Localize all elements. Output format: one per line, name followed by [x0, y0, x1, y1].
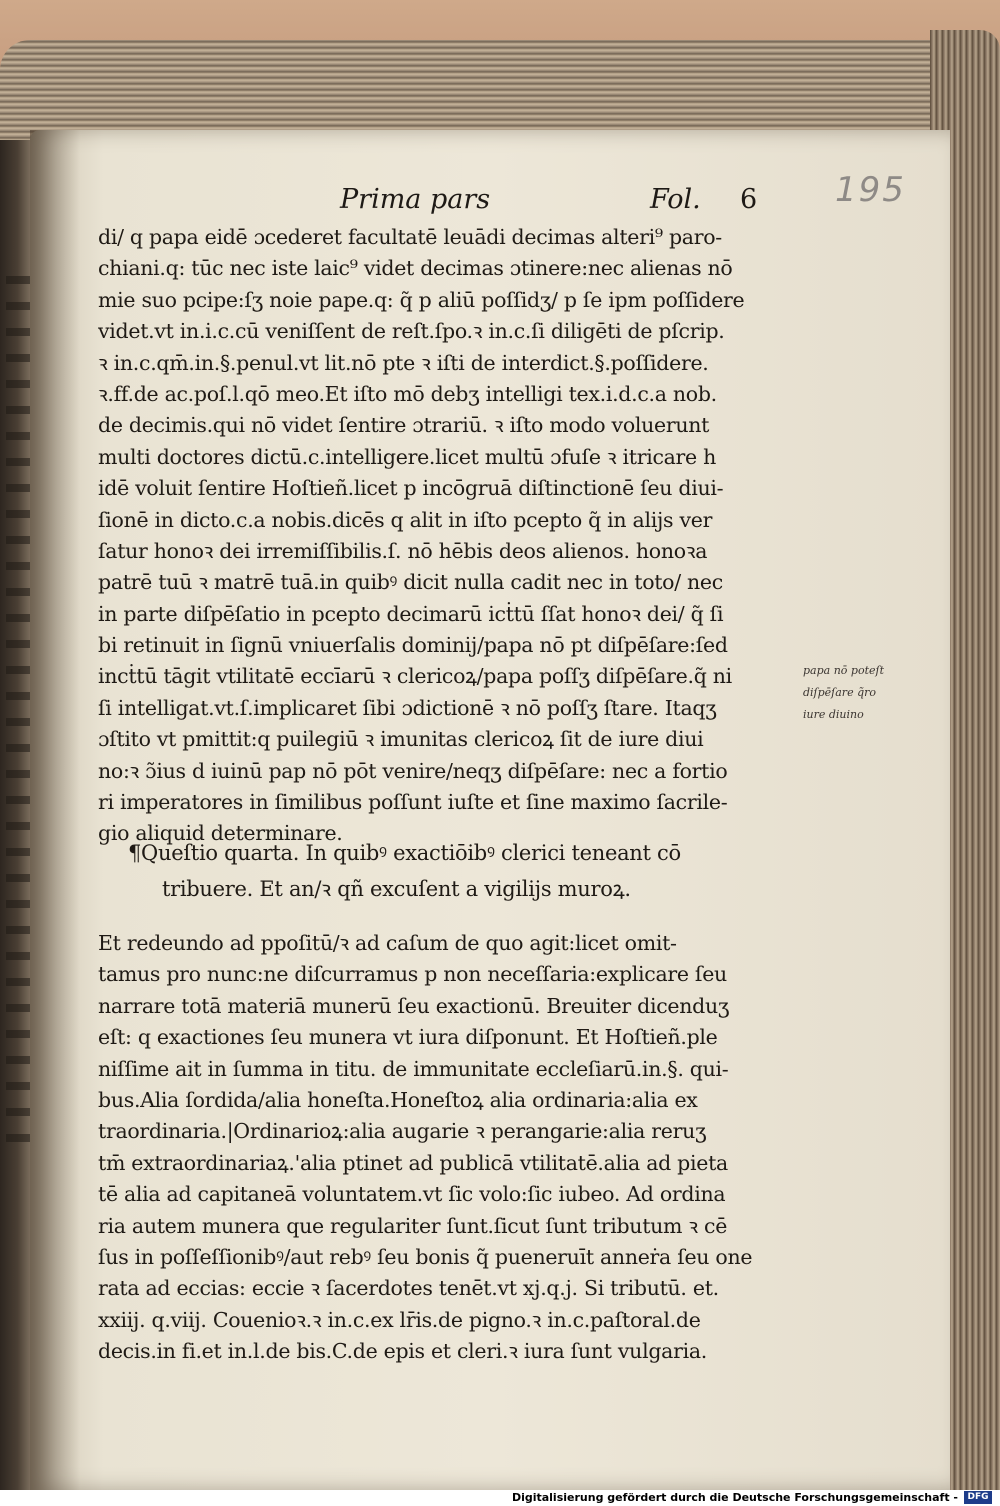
text-line: ꝛ.ff.de ac.poſ.l.qō meo.Et iſto mō debʒ intelligi tex.i.d.c.a nob.: [98, 381, 717, 406]
text-line: ſi intelligat.vt.ſ.implicaret ſibi ɔdictionē ꝛ nō poſſʒ ſtare. Itaqʒ: [98, 695, 717, 720]
text-line: niſſime ait in ſumma in titu. de immunitate eccleſiarū.in.§. qui-: [98, 1056, 729, 1081]
margin-note-line: papa nō poteſt: [803, 664, 884, 677]
text-line: de decimis.qui nō videt ſentire ɔtrariū. ꝛ iſto modo voluerunt: [98, 413, 710, 438]
text-line: ria autem munera que regulariter ſunt.ſicut ſunt tributum ꝛ cē: [98, 1213, 728, 1238]
text-line: di/ q papa eidē ɔcederet facultatē leuādi decimas alteri⁹ paro-: [98, 225, 722, 249]
folio-label: Fol.: [650, 184, 701, 215]
text-line: ꝛ in.c.qm̄.in.§.penul.vt lit.nō pte ꝛ iſti de interdict.§.poſſidere.: [98, 350, 709, 375]
body-text-block-2: [98, 928, 802, 1367]
pencil-page-number: 195: [835, 170, 906, 210]
text-line: bi retinuit in ſignū vniuerſalis dominij/papa nō pt diſpēſare:ſed: [98, 633, 728, 658]
text-line: Et redeundo ad ppoſitū/ꝛ ad caſum de quo agit:licet omit-: [98, 931, 677, 955]
handwritten-margin-note: [803, 660, 953, 726]
heading-line: tribuere. Et an/ꝛ qñ excuſent a vigilijs muroꝝ.: [162, 877, 631, 901]
dfg-logo: DFG: [964, 1491, 992, 1504]
text-line: narrare totā materiā munerū ſeu exactionū. Breuiter dicenduʒ: [98, 993, 730, 1018]
heading-line: ¶Queſtio quarta. In quibꝰ exactiōibꝰ clerici teneant cō: [128, 841, 681, 865]
text-line: no:ꝛ ɔ̃ius d iuinū pap nō pōt venire/neqʒ diſpēſare: nec a fortio: [98, 758, 728, 783]
text-line: eſt: q exactiones ſeu munera vt iura diſponunt. Et Hoſtieñ.ple: [98, 1025, 718, 1050]
text-line: mie suo pcipe:ſʒ noie pape.q: q̃ p aliū poſſidʒ/ p ſe ipm poſſidere: [98, 287, 745, 312]
text-line: tm̄ extraordinariaꝝ.'alia ptinet ad publicā vtilitatē.alia ad pieta: [98, 1150, 728, 1175]
text-line: tamus pro nunc:ne diſcurramus p non neceſſaria:explicare ſeu: [98, 962, 727, 987]
text-line: ɔſtito vt pmittit:q puilegiū ꝛ imunitas clericoꝝ ſit de iure diui: [98, 727, 704, 752]
folio-number: 6: [740, 184, 758, 215]
text-line: ri imperatores in ſimilibus poſſunt iuſte et ſine maximo ſacrile-: [98, 790, 728, 815]
text-line: videt.vt in.i.c.cū veniſſent de reſt.ſpo.ꝛ in.c.ſi diligēti de pſcrip.: [98, 319, 725, 344]
text-line: decis.in fi.et in.l.de bis.C.de epis et cleri.ꝛ iura ſunt vulgaria.: [98, 1339, 707, 1364]
text-line: chiani.q: tūc nec iste laic⁹ videt decimas ɔtinere:nec alienas nō: [98, 256, 733, 281]
text-line: traordinaria.|Ordinarioꝝ:alia augarie ꝛ perangarie:alia reruʒ: [98, 1119, 707, 1144]
text-line: incṫtū tāgit vtilitatē eccīarū ꝛ clericoꝝ/papa poſſʒ diſpēſare.q̃ ni: [98, 664, 732, 689]
text-line: ſionē in dicto.c.a nobis.dicēs q alit in iſto pcepto q̃ in alijs ver: [98, 507, 713, 532]
margin-note-line: diſpēſare q̃ro: [803, 686, 876, 699]
text-line: multi doctores dictū.c.intelligere.licet multū ɔfuſe ꝛ itricare h: [98, 444, 717, 469]
section-heading: [128, 835, 808, 907]
running-head: [340, 184, 780, 224]
text-line: bus.Alia ſordida/alia honeſta.Honeſtoꝝ alia ordinaria:alia ex: [98, 1087, 698, 1112]
running-title: Prima pars: [340, 184, 491, 215]
text-line: tē alia ad capitaneā voluntatem.vt ſic volo:ſic iubeo. Ad ordina: [98, 1182, 726, 1207]
text-line: in parte diſpēſatio in pcepto decimarū icṫtū ſſat honoꝛ dei/ q̃ ſi: [98, 601, 724, 626]
text-line: ſatur honoꝛ dei irremiſſibilis.ſ. nō hēbis deos alienos. honoꝛa: [98, 538, 708, 563]
body-text-block-1: [98, 222, 802, 850]
text-line: rata ad eccias: eccie ꝛ ſacerdotes tenēt.vt xj.q.j. Si tributū. et.: [98, 1276, 719, 1301]
margin-note-line: iure diuino: [803, 708, 864, 721]
text-line: idē voluit ſentire Hoſtieñ.licet p incōgruā diſtinctionē ſeu diui-: [98, 476, 724, 501]
text-line: gio aliquid determinare.: [98, 821, 343, 846]
text-line: xxiij. q.viij. Couenioꝛ.ꝛ in.c.ex lr̄is.de pigno.ꝛ in.c.paſtoral.de: [98, 1307, 701, 1332]
text-line: patrē tuū ꝛ matrē tuā.in quibꝰ dicit nulla cadit nec in toto/ nec: [98, 570, 723, 595]
text-line: ſus in poſſeſſionibꝰ/aut rebꝰ ſeu bonis q̃ pueneruīt anneṙa ſeu one: [98, 1244, 753, 1269]
gutter-shadow: [30, 130, 80, 1490]
footer-credit: Digitalisierung gefördert durch die Deutsche Forschungsgemeinschaft -: [511, 1491, 958, 1504]
